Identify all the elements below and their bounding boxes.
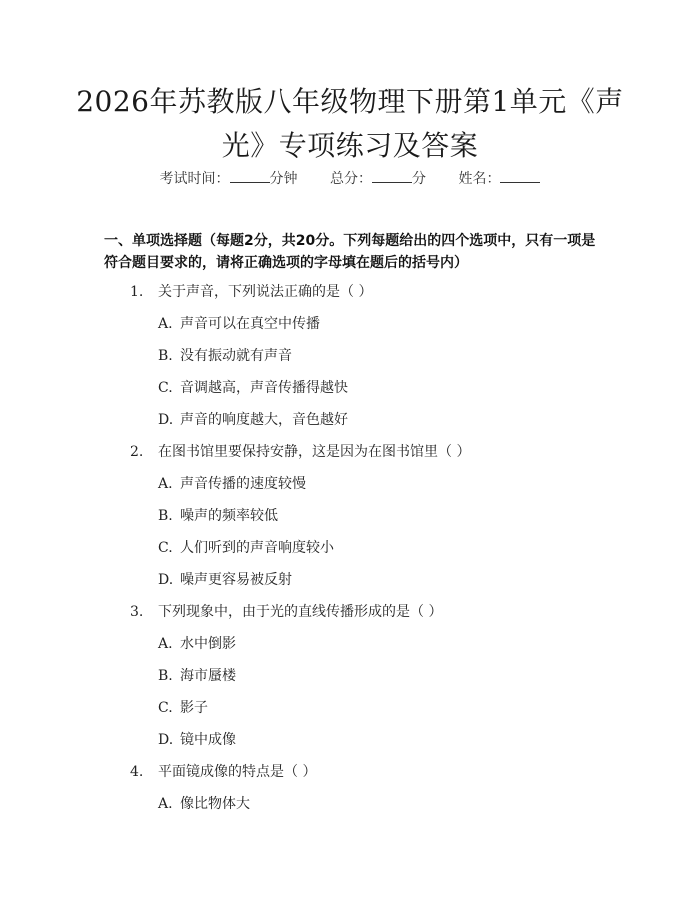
question-4 xyxy=(130,761,316,783)
question-3 xyxy=(130,601,442,623)
question-1 xyxy=(130,281,372,303)
option-text: 声音传播的速度较慢 xyxy=(180,476,306,492)
option-letter: C. xyxy=(158,540,173,556)
option-text: 声音的响度越大，音色越好 xyxy=(180,412,348,428)
option-letter: B. xyxy=(158,668,173,684)
option-4a xyxy=(158,793,250,815)
option-letter: A. xyxy=(158,796,173,812)
option-1c xyxy=(158,377,348,399)
student-name-blank xyxy=(500,168,540,183)
option-text: 没有振动就有声音 xyxy=(180,348,292,364)
section-heading-single-choice: 一、单项选择题（每题2分，共20分。下列每题给出的四个选项中，只有一项是符合题目要求的，请将正确选项的字母填在题后的括号内） xyxy=(104,233,596,271)
option-text: 影子 xyxy=(180,700,208,716)
option-letter: A. xyxy=(158,476,173,492)
exam-time xyxy=(160,171,302,187)
exam-score-blank xyxy=(372,168,412,183)
student-name xyxy=(458,171,540,187)
question-number: 4. xyxy=(130,764,144,780)
option-letter: D. xyxy=(158,412,174,428)
option-letter: D. xyxy=(158,572,174,588)
option-text: 音调越高，声音传播得越快 xyxy=(180,380,348,396)
question-text: 平面镜成像的特点是（ ） xyxy=(158,764,317,780)
option-3b xyxy=(158,665,236,687)
option-letter: C. xyxy=(158,700,173,716)
exam-time-label: 考试时间： xyxy=(159,171,230,187)
option-text: 噪声更容易被反射 xyxy=(180,572,292,588)
option-2b xyxy=(158,505,278,527)
option-letter: B. xyxy=(158,348,173,364)
option-text: 镜中成像 xyxy=(180,732,236,748)
question-text: 在图书馆里要保持安静，这是因为在图书馆里（ ） xyxy=(158,444,471,460)
option-letter: C. xyxy=(158,380,173,396)
document-title: 2026年苏教版八年级物理下册第1单元《声光》专项练习及答案 xyxy=(76,85,624,162)
option-text: 海市蜃楼 xyxy=(180,668,236,684)
exam-meta xyxy=(0,168,700,190)
question-number: 1. xyxy=(130,284,144,300)
exam-time-unit: 分钟 xyxy=(269,171,298,187)
option-text: 水中倒影 xyxy=(180,636,236,652)
option-text: 像比物体大 xyxy=(180,796,250,812)
option-text: 人们听到的声音响度较小 xyxy=(180,540,334,556)
option-letter: B. xyxy=(158,508,173,524)
option-2a xyxy=(158,473,306,495)
option-3d xyxy=(158,729,236,751)
option-letter: D. xyxy=(158,732,174,748)
option-3a xyxy=(158,633,236,655)
question-text: 下列现象中，由于光的直线传播形成的是（ ） xyxy=(158,604,443,620)
option-3c xyxy=(158,697,208,719)
question-2 xyxy=(130,441,470,463)
option-text: 声音可以在真空中传播 xyxy=(180,316,320,332)
option-1a xyxy=(158,313,320,335)
exam-score-unit: 分 xyxy=(412,171,426,187)
option-text: 噪声的频率较低 xyxy=(180,508,278,524)
question-text: 关于声音，下列说法正确的是（ ） xyxy=(158,284,373,300)
option-letter: A. xyxy=(158,636,173,652)
student-name-label: 姓名： xyxy=(458,171,501,187)
option-2d xyxy=(158,569,292,591)
question-number: 3. xyxy=(130,604,144,620)
question-number: 2. xyxy=(130,444,144,460)
option-1b xyxy=(158,345,292,367)
option-letter: A. xyxy=(158,316,173,332)
option-2c xyxy=(158,537,334,559)
option-1d xyxy=(158,409,348,431)
exam-score-label: 总分： xyxy=(330,171,372,187)
exam-time-blank xyxy=(230,168,270,183)
exam-score xyxy=(330,171,430,187)
